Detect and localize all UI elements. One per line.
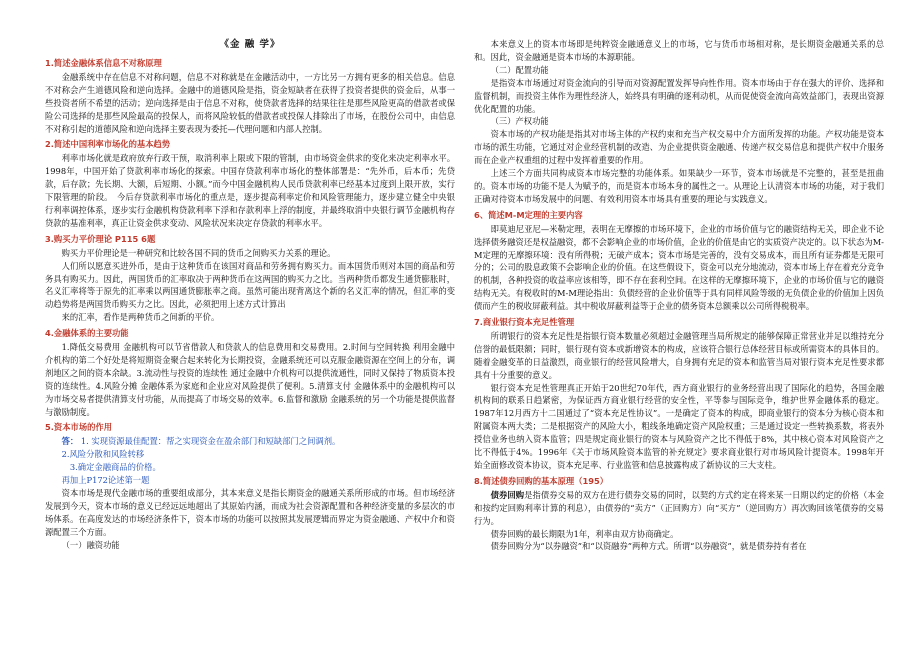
answer-label: 答：	[61, 436, 79, 447]
paragraph: 银行资本充足性管理真正开始于20世纪70年代，西方商业银行的业务经营出现了国际化的趋势，各国金融机构间的联系日趋紧密，为保证西方商业银行经营的安全性，平等参与国际竞争，维护世界金融体系的稳定。1987年12月西方十二国通过了“资本充足性协议”。一是确定了资本的构成，即商业银行的资本分为核心资本和附属资本两大类；二是根据资产的风险大小，粗线条地确定资产风险权重；三是通过设定一些转换系数，将表外授信业务也纳入资本监管；四是规定商业银行的资本与风险资产之比不得低于8%，其中核心资本对风险资产之比不得低于4%。1996年《关于市场风险资本监管的补充规定》要求商业银行对市场风险计提资本。1998年开始全面修改资本协议，资本充足率、行业监管和信息披露构成了新协议的三大支柱。	[474, 382, 884, 470]
paragraph: 所谓银行的资本充足性是指银行资本数量必须超过金融管理当局所规定的能够保障正常营业并足以维持充分信誉的最低限额；同时，银行现有资本或新增资本的构成，应该符合银行总体经营目标或所需资本的具体目的。随着金融变革的日益激烈，商业银行的经营风险增大，自身拥有充足的资本和监管当局对银行资本充足性要求都具有十分重要的意义。	[474, 330, 884, 380]
paragraph: 购买力平价理论是一种研究和比较各国不同的货币之间购买力关系的理论。	[61, 247, 336, 258]
right-column	[474, 38, 884, 553]
paragraph: 人们所以愿意买进外币，是由于这种货币在该国对商品和劳务拥有购买力。而本国货币则对本国的商品和劳务具有购买力。因此，两国货币的汇率取决于两种货币在这两国的购买力之比。当两种货币都发生通货膨胀时，名义汇率将等于原先的汇率乘以两国通货膨胀率之商。虽然可能出现背离这个新的名义汇率的情况，但汇率的变动趋势将是两国货币购买力之比。因此，必须把用上述方式计算出	[45, 260, 455, 310]
term-definition: 是指债券交易的双方在进行债券交易的同时，以契约方式约定在将来某一日期以约定的价格（本金和按约定回购利率计算的利息），由债券的“卖方”（正回购方）向“买方”（逆回购方）再次购回该笔债券的交易行为。	[474, 489, 884, 526]
paragraph: 利率市场化就是政府放弃行政干预，取消利率上限或下限的管制，由市场资金供求的变化来决定利率水平。1998年，中国开始了贷款利率市场化的探索。中国存贷款利率市场化的整体部署是：“先外币，后本币；先贷款，后存款；先长期、大额，后短期、小额。”而今中国金融机构人民币贷款利率已经基本过度到上限开放，实行下限管理的阶段。 今后存贷款利率市场化的重点是，逐步提高利率定价和风险管理能力，逐步建立健全中央银行利率调控体系，逐步实行金融机构贷款利率下浮和存款利率上浮的制度，并最终取消中央银行调节金融机构存贷款的基准利率，真正让资金供求变动、风险状况来决定存贷款的利率水平。	[45, 153, 455, 228]
paragraph: 资本市场的产权功能是指其对市场主体的产权约束和充当产权交易中介方面所发挥的功能。产权功能是资本市场的派生功能，它通过对企业经营机制的改造、为企业提供资金融通、传递产权交易信息和提供产权中介服务而在企业产权重组的过程中发挥着重要的作用。	[474, 129, 884, 166]
paragraph: 是指资本市场通过对资金流向的引导而对资源配置发挥导向性作用。资本市场由于存在强大的评价、选择和监督机制，而投资主体作为理性经济人，始终具有明确的逐利动机，从而促使资金流向高效益部门，表现出资源优化配置的功能。	[474, 77, 884, 114]
section-heading-6: 6、简述M-M定理的主要内容	[474, 209, 583, 220]
section-heading-2: 2.简述中国利率市场化的基本趋势	[45, 139, 171, 150]
paragraph: 债券回购的最长期限为1年，利率由双方协商确定。	[490, 528, 679, 539]
section-heading-7: 7.商业银行资本充足性管理	[474, 317, 575, 328]
paragraph: 来的汇率，看作是两种货币之间新的平价。	[61, 312, 220, 323]
answer-item: 2.风险分散和风险转移	[61, 449, 145, 460]
section-heading-8: 8.简述债券回购的基本原理（195）	[474, 475, 609, 486]
paragraph	[474, 489, 884, 528]
paragraph: 上述三个方面共同构成资本市场完整的功能体系。如果缺少一环节，资本市场就是不完整的，甚至是扭曲的。资本市场的功能不是人为赋予的，而是资本市场本身的属性之一。从理论上认清资本市场的功能，对于我们正确对待资本市场发展中的问题、有效利用资本市场具有重要的理论与实践意义。	[474, 168, 884, 204]
subheading: （二）配置功能	[490, 64, 549, 75]
paragraph: 债券回购分为“以券融资”和“以资融券”两种方式。所谓“以券融资”，就是债券持有者在	[490, 541, 807, 552]
section-heading-5: 5.资本市场的作用	[45, 422, 113, 433]
left-column	[45, 38, 455, 552]
paragraph: 1.降低交易费用 金融机构可以节省借款人和贷款人的信息费用和交易费用。2.时间与空间转换 利用金融中介机构的第二个好处是将短期资金聚合起来转化为长期投资，金融系统还可以克服金融资源在空间上的分布，调剂地区之间的资本余缺。3.流动性与投资的连续性 通过金融中介机构可以提供流通性，同时又保持了物质资本投资的连续性。4.风险分摊 金融体系为家庭和企业应对风险提供了便利。5.清算支付 金融体系中的金融机构可以为市场交易者提供清算支付功能，从而提高了市场交易的效率。6.监督和激励 金融系统的另一个功能是提供监督与激励制度。	[45, 342, 455, 417]
section-heading-3: 3.购买力平价理论 P115 6题	[45, 233, 156, 244]
paragraph: 本来意义上的资本市场即是纯粹资金融通意义上的市场，它与货币市场相对称，是长期资金融通关系的总和。因此，资金融通是资本市场的本源职能。	[474, 39, 884, 62]
document-title: 《金 融 学》	[219, 39, 281, 50]
answer-item: 再加上P172论述第一题	[61, 475, 150, 486]
paragraph: 即莫迪尼亚尼—米勒定理，表明在无摩擦的市场环境下，企业的市场价值与它的融资结构无关，即企业不论选择债务融资还是权益融资，都不会影响企业的市场价值，企业的价值是由它的实质资产决定的。以下状态为M-M定理的无摩擦环境：没有所得税；无破产成本；资本市场是完善的，没有交易成本，而且所有证券都是无限可分的；公司的股息政策不会影响企业的价值。在这些假设下，资金可以充分地流动，资本市场上存在着充分竞争的机制，各种投资的收益率应该相等，即不存在套利空间。在这样的无摩擦环境下，企业的市场价值与它的融资结构无关。有税收时的M-M理论指出：负债经营的企业价值等于具有同样风险等级的无负债企业的价值加上因负债而产生的税收屏蔽利益。其中税收屏蔽利益等于企业的债务资本总额乘以公司所得税税率。	[474, 223, 884, 312]
answer-line	[45, 435, 455, 448]
paragraph: 资本市场是现代金融市场的重要组成部分，其本来意义是指长期资金的融通关系所形成的市场。但市场经济发展到今天，资本市场的意义已经远远地超出了其原始内涵，而成为社会资源配置和各种经济变量的多层次的市场体系。在高度发达的市场经济条件下，资本市场的功能可以按照其发展逻辑而界定为资金融通、产权中介和资源配置三个方面。	[45, 488, 455, 537]
subheading: （三）产权功能	[490, 116, 549, 127]
paragraph: 金融系统中存在信息不对称问题，信息不对称就是在金融活动中，一方比另一方拥有更多的相关信息。信息不对称会产生道德风险和逆向选择。金融中的道德风险是指，资金短缺者在获得了投资者提供的资金后，从事一些投资者所不希望的活动；逆向选择是由于信息不对称，使贷款者选择的结果往往是那些风险更高的借款者或保险公司选择的是那些风险最高的投保人，而将风险较低的借款者或投保人排除出了市场，在股份公司中，由信息不对称引起的道德风险和逆向选择主要表现为委托—代理问题和内部人控制。	[45, 71, 455, 134]
section-heading-1: 1.简述金融体系信息不对称原理	[45, 58, 162, 68]
subheading: （一）融资功能	[61, 539, 120, 550]
section-heading-4: 4.金融体系的主要功能	[45, 328, 129, 339]
term-bold: 债券回购	[490, 489, 525, 500]
answer-item: 1. 实现资源最佳配置：帮之实现资金在盈余部门和短缺部门之间调剂。	[80, 436, 341, 447]
answer-item: 3.确定金融商品的价格。	[69, 462, 161, 473]
